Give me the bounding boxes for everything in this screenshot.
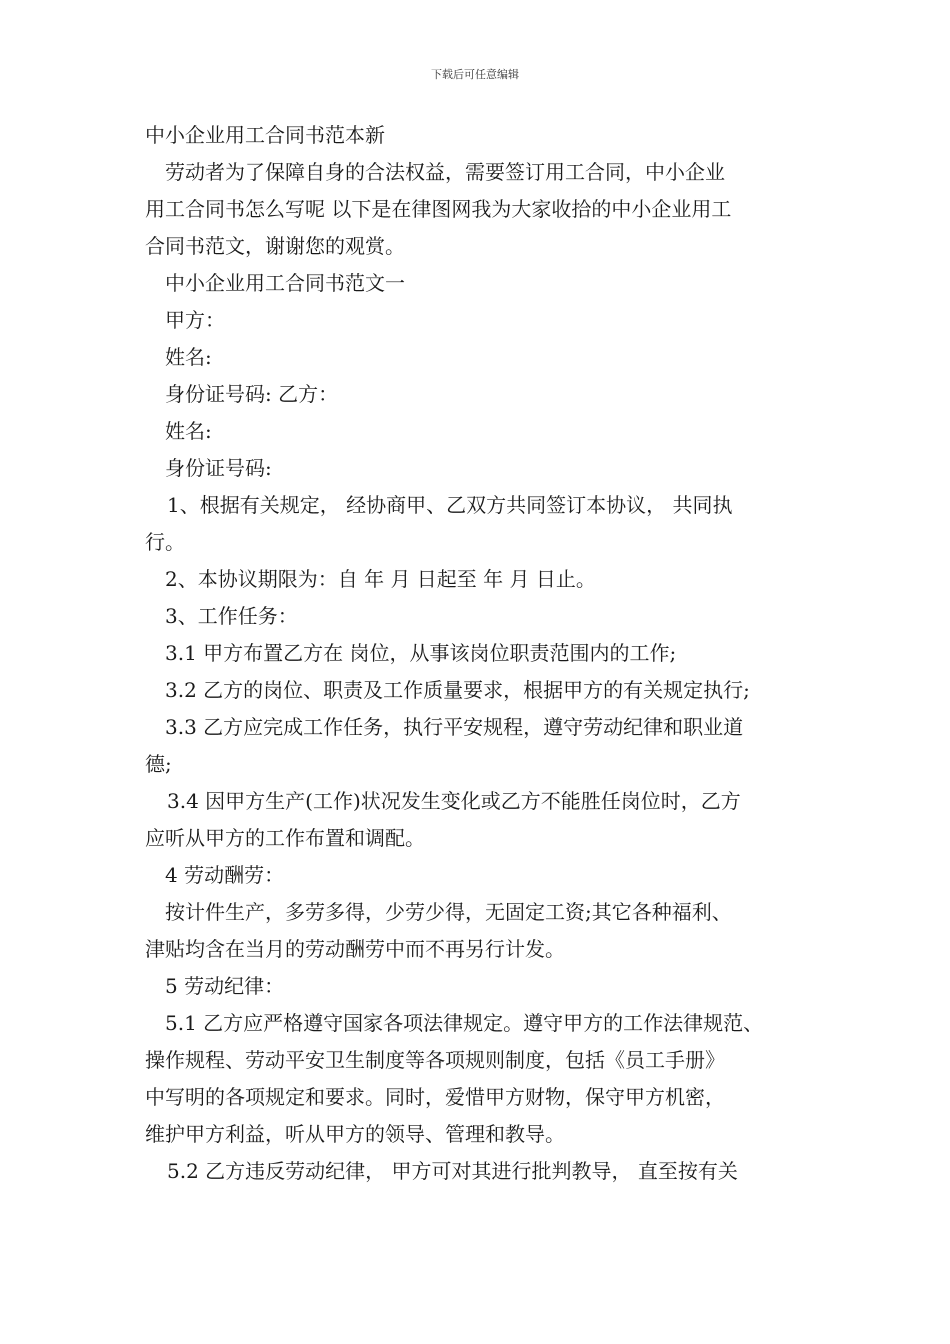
clause-5-1-line-1: 5.1 乙方应严格遵守国家各项法律规定。遵守甲方的工作法律规范、 [165,1011,764,1035]
party-b-id: 身份证号码: [165,456,272,480]
document-title: 中小企业用工合同书范本新 [145,123,385,147]
clause-3-4-line-1: 3.4 因甲方生产(工作)状况发生变化或乙方不能胜任岗位时，乙方 [167,789,741,813]
clause-5: 5 劳动纪律： [165,974,285,998]
page-header-note: 下载后可任意编辑 [431,68,519,81]
clause-4-body-line-2: 津贴均含在当月的劳动酬劳中而不再另行计发。 [145,937,565,961]
clause-3-3-line-2: 德; [145,752,172,776]
clause-5-2: 5.2 乙方违反劳动纪律， 甲方可对其进行批判教导， 直至按有关 [167,1159,738,1183]
clause-3: 3、工作任务： [165,604,298,628]
intro-line-1: 劳动者为了保障自身的合法权益，需要签订用工合同，中小企业 [165,160,725,184]
clause-3-2: 3.2 乙方的岗位、职责及工作质量要求，根据甲方的有关规定执行; [165,678,750,702]
intro-line-3: 合同书范文，谢谢您的观赏。 [145,234,405,258]
clause-3-1: 3.1 甲方布置乙方在 岗位，从事该岗位职责范围内的工作; [165,641,677,665]
document-body [145,117,810,1190]
section-title: 中小企业用工合同书范文一 [165,271,405,295]
clause-4: 4 劳动酬劳： [165,863,285,887]
clause-3-3-line-1: 3.3 乙方应完成工作任务，执行平安规程，遵守劳动纪律和职业道 [165,715,744,739]
clause-5-1-line-4: 维护甲方利益，听从甲方的领导、管理和教导。 [145,1122,565,1146]
intro-line-2: 用工合同书怎么写呢 以下是在律图网我为大家收拾的中小企业用工 [145,197,732,221]
party-a-id-and-party-b: 身份证号码: 乙方： [165,382,339,406]
party-b-name: 姓名: [165,419,212,443]
clause-5-1-line-3: 中写明的各项规定和要求。同时，爱惜甲方财物，保守甲方机密， [145,1085,725,1109]
clause-1-line-1: 1、根据有关规定， 经协商甲、乙双方共同签订本协议， 共同执 [167,493,733,517]
clause-1-line-2: 行。 [145,530,185,554]
clause-4-body-line-1: 按计件生产，多劳多得，少劳少得，无固定工资;其它各种福利、 [165,900,732,924]
party-a-name: 姓名: [165,345,212,369]
clause-3-4-line-2: 应听从甲方的工作布置和调配。 [145,826,425,850]
clause-5-1-line-2: 操作规程、劳动平安卫生制度等各项规则制度，包括《员工手册》 [145,1048,725,1072]
party-a-label: 甲方： [165,308,225,332]
clause-2: 2、本协议期限为：自 年 月 日起至 年 月 日止。 [165,567,596,591]
